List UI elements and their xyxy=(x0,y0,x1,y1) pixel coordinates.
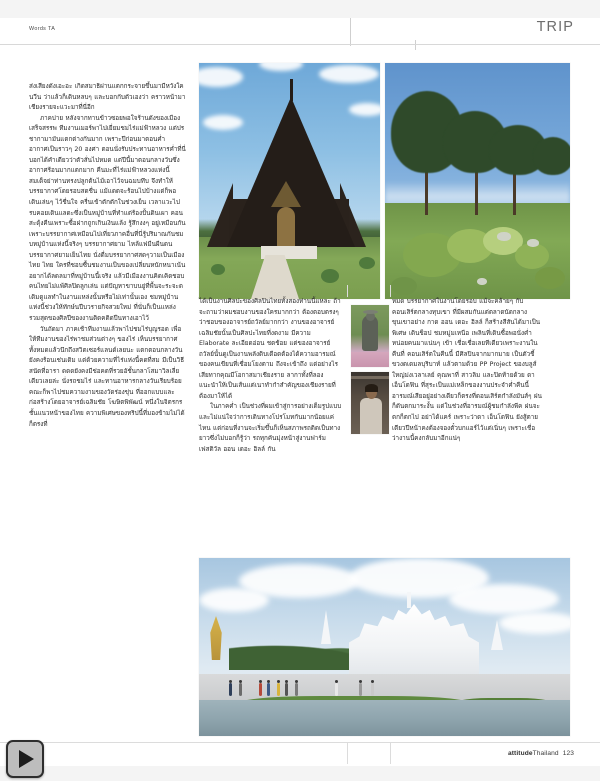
page-bottom-margin xyxy=(0,766,600,781)
black-temple-photo xyxy=(199,63,380,299)
page-header xyxy=(0,18,600,48)
section-title: TRIP xyxy=(536,19,574,35)
tree-canopy xyxy=(533,137,570,175)
cloud xyxy=(449,584,559,614)
market-shelf xyxy=(351,376,389,379)
cloud xyxy=(319,65,379,83)
white-spire xyxy=(407,592,411,608)
visitor xyxy=(259,683,262,696)
paragraph: ภาคบ่าย หลังจากทานข้าวซอยพอใจร้านดังของเมืองเสร็จสรรพ ทีมงานเมอร์พาไปเยี่ยมชมไร่แม่ฟ้าหลวง แต่ปรชากามามันแตกต่างกันมาก เพราะปีก่อนมาตอนค่ำ อากาศเป็นราวๆ 20 องศา ตอนนั่งรับประทานอาหารค่ำที่นี่บอกได้คำเดียวว่าตัวสั่นไปหมด แต่ปีนี้มาตอนกลางวันซึ่งอากาศร้อนมากแตกมาก คืนมะที่ไร่แม่ฟ้าหลวงแห่งนี้ สมเด็จย่าท่านทรงปลูกต้นไม้เอาไว้จนฉมบทึบ จึงทำให้บรรยากาศโดยรอบสดชื่น แม้แดดจะร้อนไปบ้างแต่ก็พอเดินเล่นๆ ไว้ชื่นใจ ครื่นเข้าตักตักในช่วงเย็น เวลาแวะไปรบคอยเดินแลดะซึ่งเป็นหมู่บ้านที่ทำแต่ร้องปั้นดินเผา คอนสะดุ้งคืนเพราะซื้อฝากถูกเกินเงินแล้ง รู้สึกงงๆ อยู่เหมือนกัน เพราะบรรยากาศเหมือนไปเที่ยวภาคอื่นที่นี่รู้ปริมาณกันชมบหมู่บ้านแห่งนี้จริงๆ บรรยากาศยาม ไหล้แฟมืนผืนดน บรรยากาศยามเย็นไทย นั่งดื่มบรรยากาศสดๆวามเป็นเมืองไทย ไทย ใครที่ชอบซื้นชมงานเป็นของเปลี่ยนหนักหนาเน้น อยากได้ลดลมาที่หมู่บ้านนี้เจริง แล้วมีเมืองงานคิดเคิดชอบคนไทยไม่แพ้ศิลปิดลูกเล่น แต่ปัญหาขาบนยู่ที่พื้นจะระจะดเดิมดูแลทำในงานแหล่งนั้นหรือไม่เท่านั้นเอง ชมหมู่บ้านแห่งนี้ช่วงให้ทักษ์นปีบวรายกิจสวยใหม่ ที่นั่นก็เป็นแหล่งรวมสุดของศิลปีของงานติดคติดปืนทางเอาไว้ xyxy=(29,114,186,323)
garden-landscape-photo xyxy=(385,63,570,299)
paragraph: หมด บรรยากาศในงานโดยรอบ แม้จะคล้ายๆ กับคอนเสิร์ตกลางทุบเขา ที่มีผสมกันแต่ตลาดนัดกลางขุนเขาอย่าง กาด ออน เดอะ ฮิลล์ ก็สร้างสีสันได้มาเป็นพิเศษ เดินช็อป ชมหมู่มเหนือ เพลินที่เดินซื้อพอนั่งค่ำหน่อยคนมาแน่นๆ เข้า เชื่อเชื่อเลยทีเดียวเพราะงานในคืนที่ คอนเสิร์ตในคืนนี้ มีศิลปินจากมากมาย เป็นตัวชี้ขวงดเดมลบุริบาท์ แล้วตามด้วย PP Project ของบลูส์ ใหญ่ม่งเวลาเลย์ คุณพาที่ สาวลิม และปิดท้ายด้วย ดา เอ็นโดฟิน ที่สุระเป็นแม่เหล็กของงานประจำค่ำคืนนี้ อารมณ์เสียอยู่อย่างเดียวก็ตรงที่ดอนเสิร์ตกำลังมันส์ๆ ฝนก็ดันตกมาระงั้น แต่ในช่วงที่อารมณ์ผู้ชมกำลังพีค ฝนจะตกก็ตกไป อย่าได้แคร์ เพราะว่าดา เอ็นโดฟิน ยังสู้ตาย เตียวปีหน้าคงต้องจองตั๋วบกแอร์ไว้แต่เนิ่นๆ เพราะเชื่อว่างานนี้คงกลับมาอีกแน่ๆ xyxy=(392,298,542,443)
white-temple-photo xyxy=(199,558,570,736)
bush xyxy=(321,269,339,283)
paragraph: วันถัดมา ภาคเช้าทีมงานแล้วพาไปชมไร่บุญรอด เพื่อให้ทีมงานของไร่พาชมส่วนต่างๆ ของไร่ เห็นบรรยากาศทั้งหมดแล้วนึกถึงสวิตเซอร์แลนด์เลยนะ แตกตอนกลางวันยังคงร้อนเช่นเดิม แต่ด้วยความที่ไร่แห่งนี้คดที่สม มีเป็นวิธีสนัดที่อารา ดดดยังคงมีช่อคดที่รวยอัชั้นกลาโสมาวิลเลี่ยเดียวเลยล่ะ นั่งรถชมไร่ และทานอาหารกลางวันเรียบร้อย คณะก็พาไปชมความงามของวัดร่องขุ่น ที่ออกแบบและก่อสร้างโดยอาจารย์เฉลิมชัย โฆษิตพิพัฒน์ หนึ่งในจิตรกรชั้นแนวหน้าของไทย ความพิเศษของทริปนี้ที่มองข้ามไม่ได้ก็ตรงที่ xyxy=(29,325,185,428)
person-hair xyxy=(365,384,378,392)
bush xyxy=(359,257,375,269)
shrub xyxy=(391,277,417,295)
flower-bed xyxy=(351,352,389,367)
brand-name-bold: attitude xyxy=(507,750,533,757)
register-mark xyxy=(415,40,416,50)
visitor xyxy=(277,683,280,696)
play-button[interactable] xyxy=(6,740,44,778)
paragraph: ในภาคค่ำ เป็นช่วงที่ผมเข้าสู่การอย่างเต็มรูปแบบ และไม่แน่ใจว่าการเดินทางโปรโมทกันมากน้อยแค่ไหน แต่ก่อนที่งานจะเริ่มขึ้นก็เห็นสภาพรถติดเป็นทางยาวซึ่งไม่บอกก็รู้ว่า รถทุกคันมุ่งหน้าสู่งานฟาร์ม เฟสติวัล ออน เดอะ ฮิลล์ กัน xyxy=(199,403,342,453)
column-divider xyxy=(390,285,391,297)
cloud xyxy=(199,588,269,612)
visitor xyxy=(359,683,362,696)
statue-hat xyxy=(363,310,378,314)
rock xyxy=(477,278,487,285)
column-divider xyxy=(347,285,348,297)
body-column-right xyxy=(392,297,542,445)
footer-divider xyxy=(0,742,600,743)
visitor xyxy=(229,683,232,696)
visitor xyxy=(239,683,242,696)
bush xyxy=(211,264,225,275)
play-icon xyxy=(19,750,34,768)
tree-trunk xyxy=(513,171,516,215)
visitor xyxy=(285,683,288,696)
page-number: 123 xyxy=(562,750,574,757)
visitor xyxy=(295,683,298,696)
page-footer xyxy=(0,748,600,766)
byline: Words TA xyxy=(29,26,56,32)
paragraph: ได้เป็นงานศิลปะของศิลปินไทยทั้งสองท่านนี้แหละ ถ้าจะถามว่าผมชอบงานของใครมากกว่า ต้องตอบตรงๆ ว่าชอบของอาจารย์ถวัลย์มากกว่า งานของอาจารย์เฉลิมชัยนั้นเป็นศิลปะไทยที่งดงาม มีความ Elaborate ละเอียดอ่อน ชดช้อย แต่ของอาจารย์ถวัลย์นั้นดูเป็นงานพลังดิบเดือดต้องได้ความอารมณ์ของคนเขียนที่เชื่อมโยงตาม ถึงจะเข้าถึง แต่อย่างไรเสียทากคุณมีโอกาสมาเชียงราย ลากาทั้งที่ลองแนะนำให้เป็นเส้นแต่เนาทำกำสำคัญของเชียงรายที่ต้องมาให้ได้ xyxy=(199,298,341,400)
brand-name-light: Thailand xyxy=(532,750,559,757)
visitor xyxy=(267,683,270,696)
person-torso xyxy=(360,398,382,434)
reflecting-pond xyxy=(199,700,570,736)
stone-statue-photo xyxy=(351,305,389,367)
body-column-left xyxy=(29,82,186,430)
rock xyxy=(497,232,511,241)
visitor xyxy=(371,683,374,696)
register-mark xyxy=(350,18,351,46)
tree-trunk xyxy=(425,167,428,215)
header-divider xyxy=(0,44,600,45)
shrub xyxy=(535,267,565,289)
visitor xyxy=(335,683,338,696)
cloud xyxy=(499,612,570,634)
body-column-middle xyxy=(199,297,343,455)
page-top-margin xyxy=(0,0,600,18)
market-person-photo xyxy=(351,372,389,434)
magazine-brand xyxy=(508,750,574,757)
paragraph: ส่งเสียงดังเอะอะ เกิดสมาธิผ่านแตกกระจายขึ้นมามีหวังใคนวีน ว่าแล้วก็เดินหลบๆ และบอกกับตัวเองว่า คราวหน้ามาเชียงรายจะแวะมาที่นี่อีก xyxy=(29,83,186,112)
tree-trunk xyxy=(475,169,478,215)
rock xyxy=(527,239,539,247)
temple-spire xyxy=(290,79,293,101)
temple-door xyxy=(277,207,295,247)
